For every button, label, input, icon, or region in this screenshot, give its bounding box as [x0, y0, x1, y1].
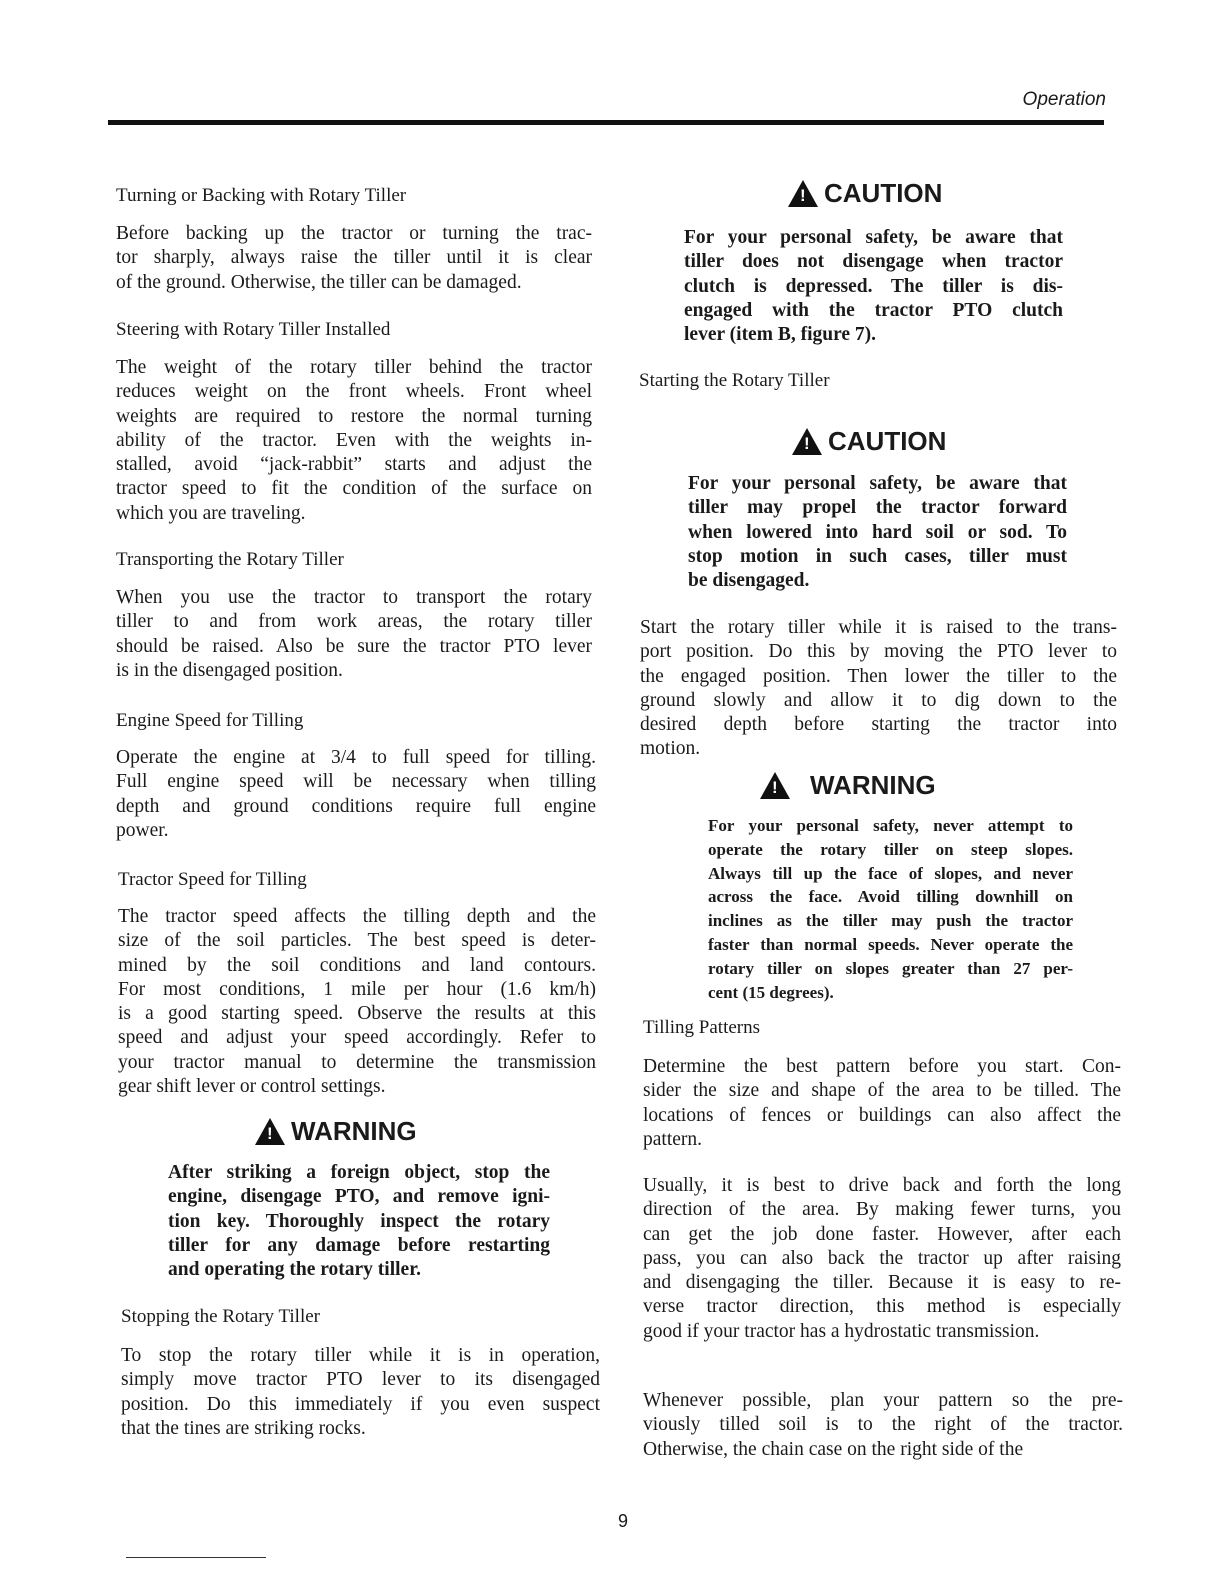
warning-triangle-icon [792, 428, 822, 455]
text-line: port position. Do this by moving the PTO lever to [640, 641, 1117, 663]
text-line: rotary tiller on slopes greater than 27 per- [708, 958, 1073, 978]
text-line: Full engine speed will be necessary when tilling [116, 771, 596, 793]
text-line: can get the job done faster. However, after each [643, 1223, 1121, 1245]
caution-text-1 [684, 226, 1063, 347]
heading-stopping: Stopping the Rotary Tiller [121, 1306, 320, 1327]
text-line: ground slowly and allow it to dig down to the [640, 689, 1117, 711]
paragraph-patterns-3 [643, 1389, 1123, 1462]
text-line: mined by the soil conditions and land contours. [118, 954, 596, 976]
section-header: Operation [1022, 89, 1106, 110]
text-line: that the tines are striking rocks. [121, 1417, 366, 1439]
heading-tilling-patterns: Tilling Patterns [643, 1017, 761, 1038]
text-line: For your personal safety, never attempt to [708, 816, 1073, 835]
paragraph-turning-backing [116, 222, 592, 295]
warning-text-left [168, 1161, 550, 1282]
text-line: engine, disengage PTO, and remove igni- [168, 1186, 550, 1208]
warning-sign-right [760, 770, 936, 801]
paragraph-steering [116, 356, 592, 526]
warning-label: WARNING [810, 770, 936, 800]
paragraph-stopping [121, 1344, 600, 1441]
text-line: For your personal safety, be aware that [684, 227, 1063, 248]
text-line: good if your tractor has a hydrostatic transmission. [643, 1320, 1040, 1342]
text-line: and operating the rotary tiller. [168, 1259, 421, 1281]
text-line: tion key. Thoroughly inspect the rotary [168, 1210, 550, 1232]
text-line: reduces weight on the front wheels. Front wheel [116, 381, 592, 403]
text-line: power. [116, 819, 169, 841]
text-line: sider the size and shape of the area to be tilled. The [643, 1080, 1121, 1102]
text-line: pass, you can also back the tractor up after raising [643, 1247, 1121, 1269]
text-line: speed and adjust your speed accordingly. Refer to [118, 1027, 596, 1049]
heading-engine-speed: Engine Speed for Tilling [116, 710, 304, 731]
text-line: stalled, avoid “jack-rabbit” starts and adjust the [116, 454, 592, 476]
text-line: simply move tractor PTO lever to its disengaged [121, 1369, 600, 1391]
heading-tractor-speed: Tractor Speed for Tilling [118, 869, 307, 890]
text-line: Operate the engine at 3/4 to full speed for tilling. [116, 747, 596, 768]
warning-triangle-icon [255, 1118, 285, 1145]
text-line: ability of the tractor. Even with the weights in- [116, 429, 592, 451]
text-line: size of the soil particles. The best speed is deter- [118, 930, 596, 952]
text-line: Otherwise, the chain case on the right side of the [643, 1438, 1024, 1460]
text-line: of the ground. Otherwise, the tiller can be damaged. [116, 271, 522, 293]
paragraph-engine-speed [116, 746, 596, 843]
text-line: pattern. [643, 1128, 703, 1150]
text-line: Usually, it is best to drive back and forth the long [643, 1175, 1121, 1196]
paragraph-patterns-2 [643, 1174, 1121, 1344]
text-line: tor sharply, always raise the tiller until it is clear [116, 247, 592, 269]
paragraph-patterns-1 [643, 1055, 1121, 1152]
text-line: For your personal safety, be aware that [688, 473, 1067, 494]
caution-sign-1 [788, 178, 942, 209]
caution-label: CAUTION [828, 426, 947, 456]
text-line: locations of fences or buildings can also affect the [643, 1104, 1121, 1126]
text-line: is a good starting speed. Observe the results at this [118, 1003, 596, 1025]
text-line: should be raised. Also be sure the tractor PTO lever [116, 635, 592, 657]
heading-starting: Starting the Rotary Tiller [639, 370, 830, 391]
text-line: your tractor manual to determine the transmission [118, 1051, 596, 1073]
warning-triangle-icon [788, 180, 818, 207]
text-line: Determine the best pattern before you start. Con- [643, 1056, 1121, 1077]
warning-triangle-icon [760, 772, 790, 799]
text-line: operate the rotary tiller on steep slopes. [708, 839, 1073, 859]
text-line: stop motion in such cases, tiller must [688, 545, 1067, 567]
text-line: Always till up the face of slopes, and never [708, 863, 1073, 883]
text-line: weights are required to restore the normal turning [116, 405, 592, 427]
text-line: which you are traveling. [116, 502, 306, 524]
caution-label: CAUTION [824, 178, 943, 208]
footer-rule [126, 1557, 266, 1558]
text-line: depth and ground conditions require full engine [116, 795, 596, 817]
paragraph-transporting [116, 586, 592, 683]
paragraph-starting [640, 616, 1117, 762]
text-line: tiller to and from work areas, the rotary tiller [116, 611, 592, 633]
header-rule [108, 120, 1104, 125]
text-line: Start the rotary tiller while it is raised to the trans- [640, 617, 1117, 638]
text-line: inclines as the tiller may push the tractor [708, 911, 1073, 931]
heading-steering: Steering with Rotary Tiller Installed [116, 319, 391, 340]
warning-label: WARNING [291, 1116, 417, 1146]
text-line: tiller may propel the tractor forward [688, 497, 1067, 519]
heading-transporting: Transporting the Rotary Tiller [116, 549, 344, 570]
text-line: Whenever possible, plan your pattern so the pre- [643, 1390, 1123, 1411]
text-line: faster than normal speeds. Never operate the [708, 934, 1073, 954]
caution-sign-2 [792, 426, 946, 457]
page-number: 9 [618, 1511, 629, 1531]
text-line: tiller does not disengage when tractor [684, 251, 1063, 273]
text-line: motion. [640, 738, 701, 760]
text-line: The weight of the rotary tiller behind the tractor [116, 357, 592, 378]
warning-text-right [708, 814, 1073, 1004]
text-line: direction of the area. By making fewer turns, you [643, 1199, 1121, 1221]
text-line: viously tilled soil is to the right of the tractor. [643, 1414, 1123, 1436]
text-line: clutch is depressed. The tiller is dis- [684, 275, 1063, 297]
text-line: After striking a foreign object, stop the [168, 1162, 550, 1183]
text-line: When you use the tractor to transport the rotary [116, 587, 592, 608]
heading-turning-backing: Turning or Backing with Rotary Tiller [116, 185, 407, 206]
text-line: For most conditions, 1 mile per hour (1.6 km/h) [118, 978, 596, 1000]
text-line: cent (15 degrees). [708, 982, 834, 1002]
text-line: when lowered into hard soil or sod. To [688, 521, 1067, 543]
text-line: desired depth before starting the tractor into [640, 714, 1117, 736]
text-line: across the face. Avoid tilling downhill on [708, 887, 1073, 907]
caution-text-2 [688, 472, 1067, 593]
text-line: tiller for any damage before restarting [168, 1234, 550, 1256]
text-line: position. Do this immediately if you even suspect [121, 1393, 600, 1415]
paragraph-tractor-speed [118, 905, 596, 1099]
text-line: To stop the rotary tiller while it is in operation, [121, 1345, 600, 1366]
text-line: The tractor speed affects the tilling depth and the [118, 906, 596, 927]
text-line: and disengaging the tiller. Because it is easy to re- [643, 1272, 1121, 1294]
text-line: tractor speed to fit the condition of the surface on [116, 478, 592, 500]
text-line: the engaged position. Then lower the tiller to the [640, 665, 1117, 687]
text-line: engaged with the tractor PTO clutch [684, 299, 1063, 321]
text-line: is in the disengaged position. [116, 659, 343, 681]
text-line: be disengaged. [688, 570, 810, 592]
text-line: Before backing up the tractor or turning the trac- [116, 223, 592, 244]
text-line: verse tractor direction, this method is especially [643, 1296, 1121, 1318]
text-line: lever (item B, figure 7). [684, 324, 877, 346]
text-line: gear shift lever or control settings. [118, 1076, 386, 1098]
warning-sign-left [255, 1116, 417, 1147]
